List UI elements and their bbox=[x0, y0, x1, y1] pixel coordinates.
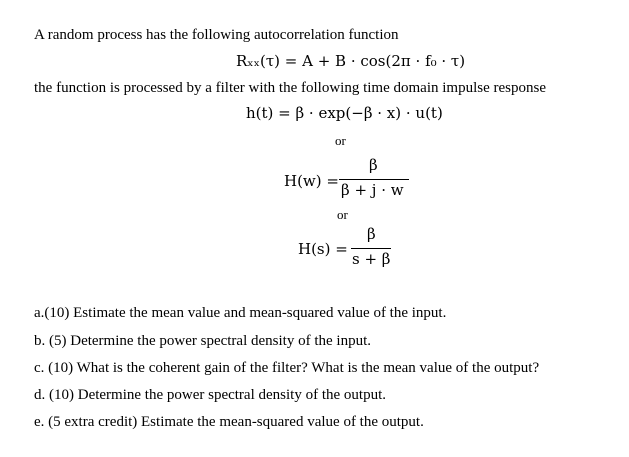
hs-fraction-bar bbox=[351, 248, 391, 249]
hw-denominator: β + j · w bbox=[341, 181, 404, 199]
question-b: b. (5) Determine the power spectral density of the input. bbox=[34, 333, 371, 349]
filter-description-text: the function is processed by a filter with the following time domain impulse response bbox=[34, 80, 546, 96]
hs-denominator: s + β bbox=[352, 250, 391, 268]
question-e: e. (5 extra credit) Estimate the mean-squared value of the output. bbox=[34, 414, 424, 430]
hw-numerator: β bbox=[369, 156, 378, 174]
question-a: a.(10) Estimate the mean value and mean-squared value of the input. bbox=[34, 305, 447, 321]
intro-text: A random process has the following autocorrelation function bbox=[34, 27, 399, 43]
question-d: d. (10) Determine the power spectral density of the output. bbox=[34, 387, 386, 403]
hs-lhs: H(s) = bbox=[298, 240, 348, 258]
impulse-response-equation: h(t) = β · exp(−β · x) · u(t) bbox=[246, 104, 443, 122]
hw-lhs: H(w) = bbox=[284, 172, 339, 190]
question-c: c. (10) What is the coherent gain of the filter? What is the mean value of the output? bbox=[34, 360, 540, 376]
autocorrelation-equation: Rₓₓ(τ) = A + B · cos(2π · f₀ · τ) bbox=[236, 52, 466, 70]
hw-fraction-bar bbox=[339, 179, 409, 180]
or-separator-2: or bbox=[337, 207, 348, 222]
hs-numerator: β bbox=[367, 225, 376, 243]
or-separator-1: or bbox=[335, 133, 346, 148]
